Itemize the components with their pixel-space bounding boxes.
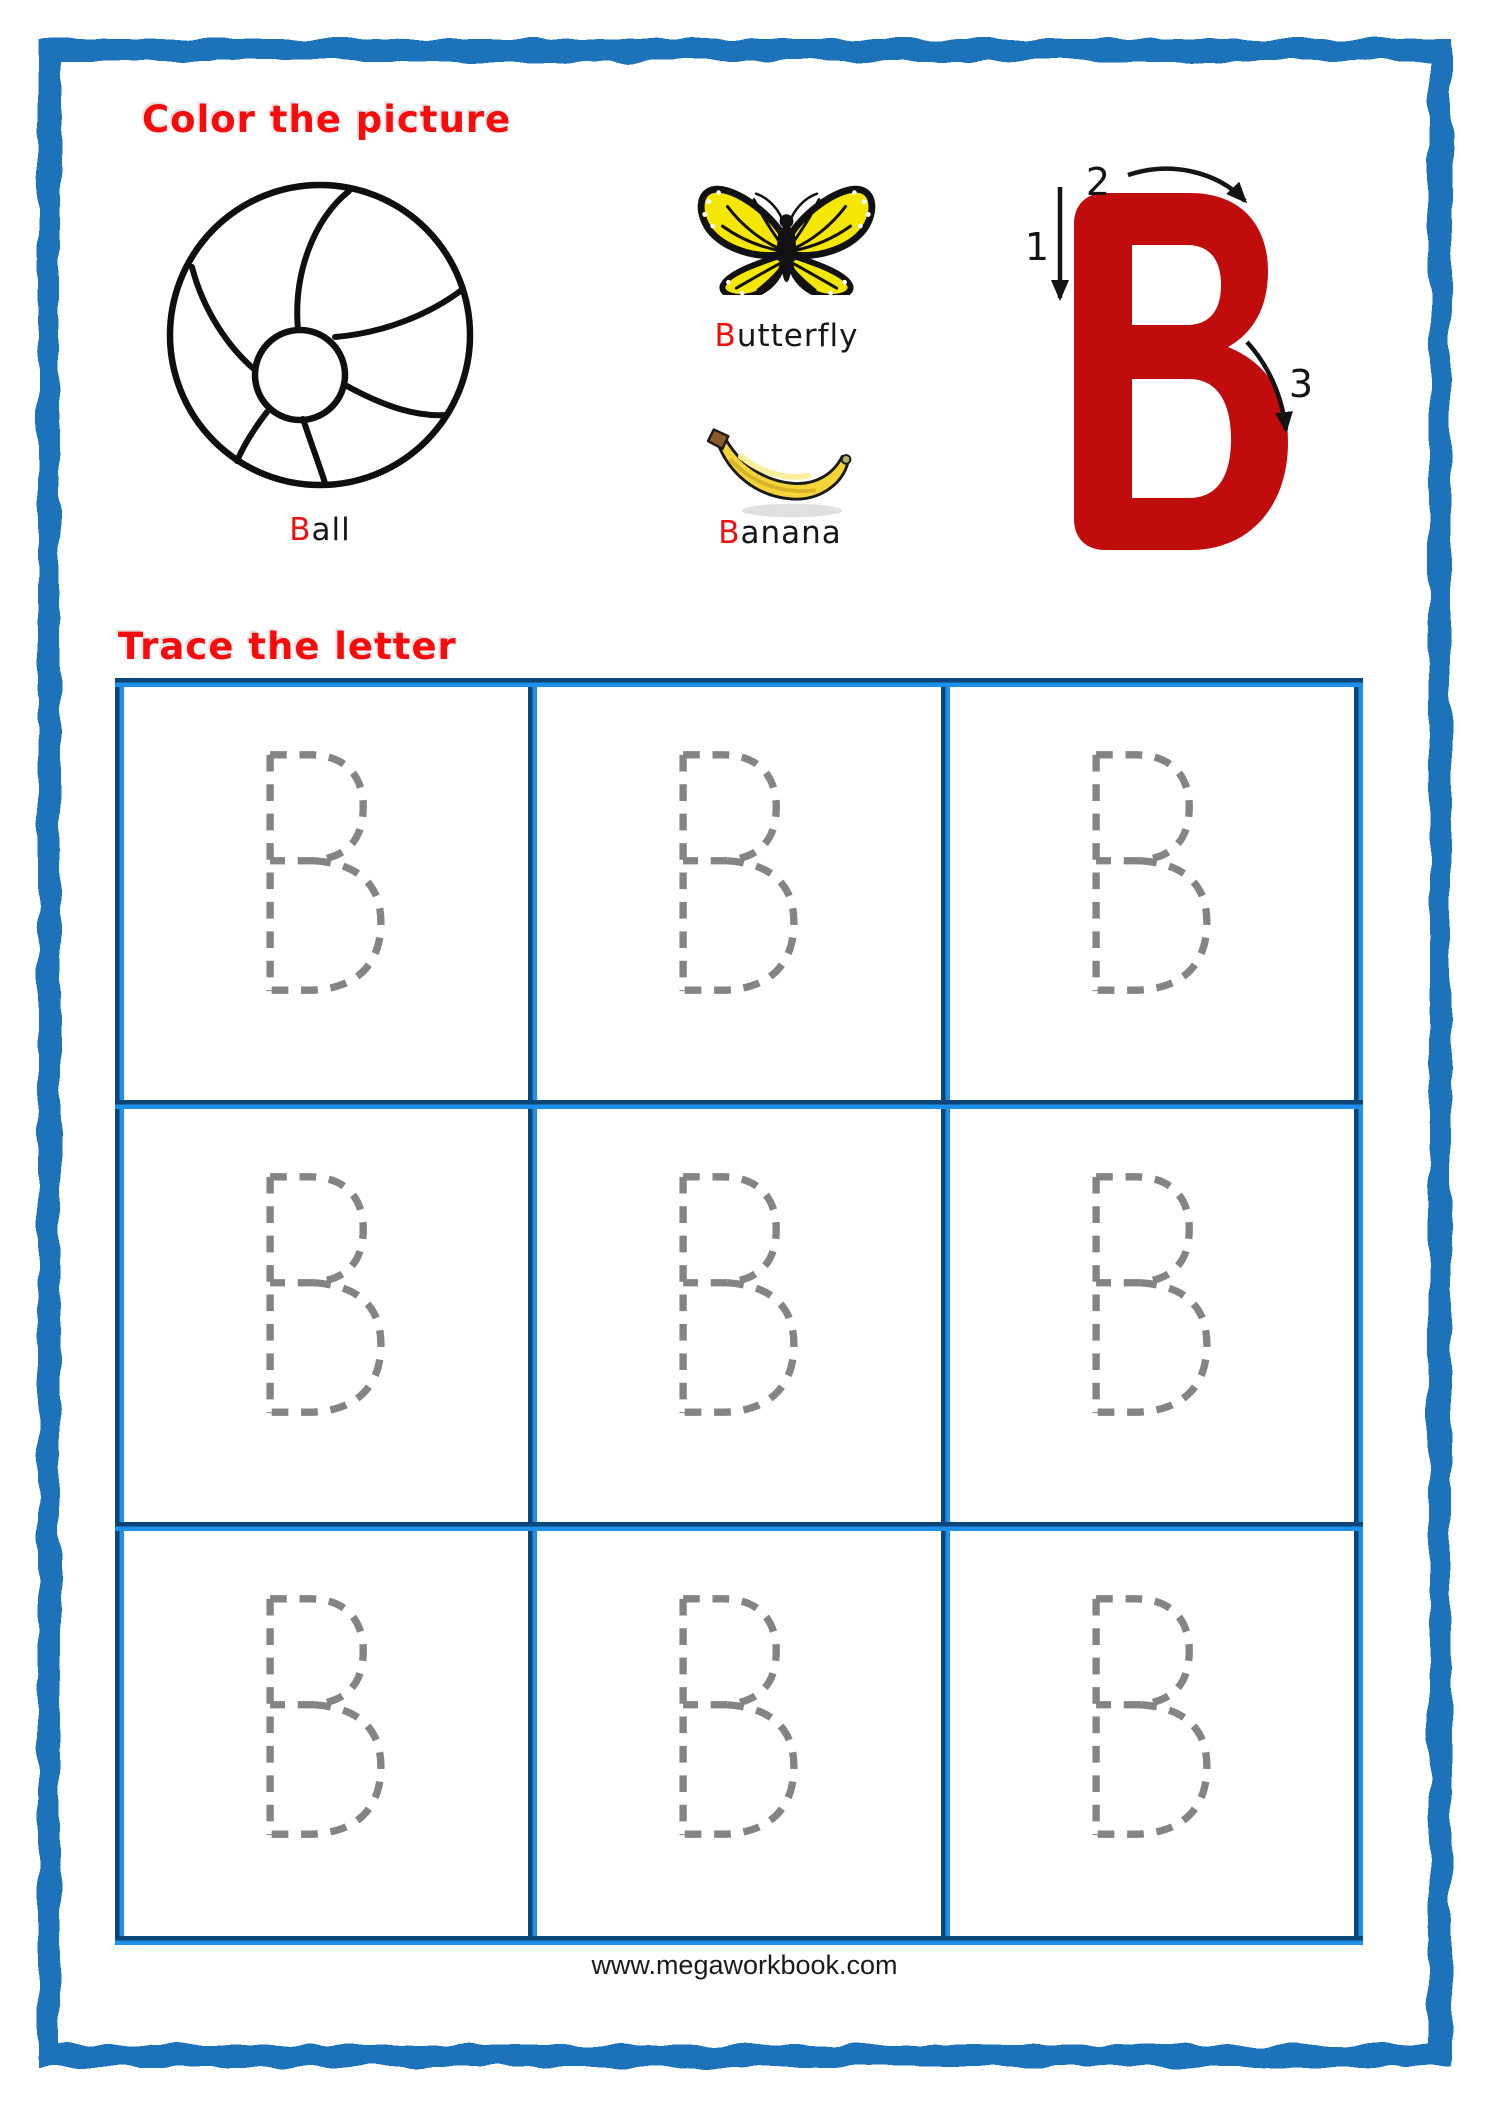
banana-label-initial: B (718, 515, 741, 551)
trace-letter-b (1085, 1170, 1218, 1420)
trace-letter-b (259, 1170, 392, 1420)
grid-line-horizontal-1 (115, 678, 1363, 687)
grid-line-vertical-2 (528, 678, 537, 1945)
grid-line-vertical-1 (115, 678, 124, 1945)
banana-image (700, 414, 855, 526)
trace-letter-b (672, 1592, 805, 1842)
ball-label (165, 512, 475, 548)
trace-letter-b (259, 748, 392, 998)
butterfly-label-rest: utterfly (736, 318, 859, 354)
grid-line-vertical-3 (941, 678, 950, 1945)
trace-grid (115, 678, 1363, 1945)
color-the-picture-heading: Color the picture (142, 98, 512, 141)
trace-letter-b (1085, 748, 1218, 998)
butterfly-label (693, 318, 880, 354)
stroke-number-1: 1 (1024, 225, 1050, 269)
ball-label-rest: all (311, 512, 351, 548)
letter-b-stroke-guide (985, 125, 1335, 575)
ball-label-initial: B (289, 512, 312, 548)
trace-the-letter-heading: Trace the letter (118, 625, 457, 668)
butterfly-label-initial: B (714, 318, 737, 354)
trace-letter-b (672, 748, 805, 998)
stroke-number-2: 2 (1085, 160, 1111, 204)
stroke-number-3: 3 (1288, 362, 1314, 406)
trace-letter-b (1085, 1592, 1218, 1842)
beach-ball-image (165, 175, 475, 500)
banana-label-rest: anana (740, 515, 842, 551)
grid-line-horizontal-4 (115, 1936, 1363, 1945)
grid-line-vertical-4 (1354, 678, 1363, 1945)
trace-letter-b (672, 1170, 805, 1420)
banana-label (700, 515, 860, 551)
website-footer: www.megaworkbook.com (591, 1950, 898, 1980)
trace-letter-b (259, 1592, 392, 1842)
grid-line-horizontal-3 (115, 1522, 1363, 1531)
letter-b-glyph (1074, 193, 1288, 550)
grid-line-horizontal-2 (115, 1100, 1363, 1109)
butterfly-image (693, 172, 880, 295)
